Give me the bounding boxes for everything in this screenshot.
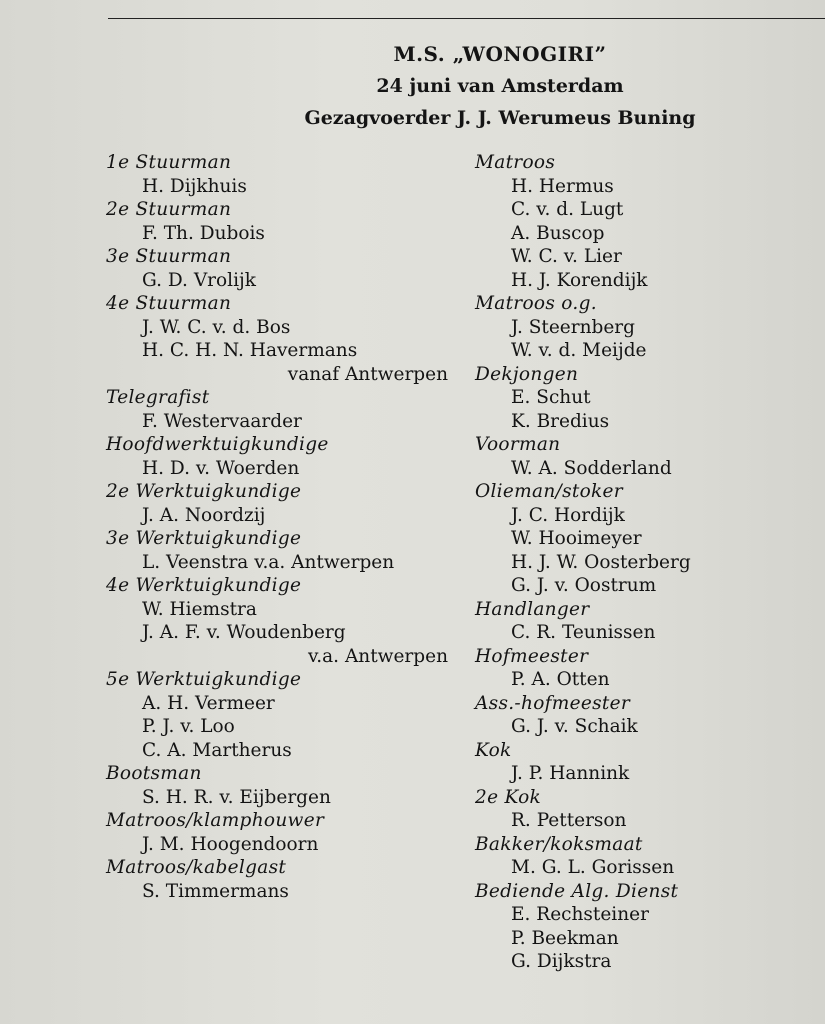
crew-name: H. J. W. Oosterberg: [511, 551, 691, 573]
crew-group: [475, 151, 820, 292]
crew-name: P. J. v. Loo: [142, 716, 235, 737]
role-heading: Handlanger: [475, 598, 590, 620]
crew-name: K. Bredius: [511, 410, 610, 432]
role-heading: Telegrafist: [106, 387, 210, 408]
role-heading: Ass.-hofmeester: [475, 692, 631, 714]
role-heading: Dekjongen: [475, 363, 579, 385]
role-heading: 1e Stuurman: [106, 152, 232, 173]
crew-group: [106, 433, 466, 480]
crew-name: C. v. d. Lugt: [511, 199, 624, 220]
crew-name: H. J. Korendijk: [511, 269, 648, 291]
crew-note: vanaf Antwerpen: [287, 363, 448, 385]
crew-name: J. Steernberg: [511, 316, 635, 338]
role-heading: 5e Werktuigkundige: [106, 669, 302, 690]
crew-group: [475, 692, 820, 739]
crew-name: P. A. Otten: [511, 669, 610, 690]
role-heading: Olieman/stoker: [475, 481, 623, 502]
crew-name: W. C. v. Lier: [511, 246, 622, 267]
role-heading: Kok: [475, 739, 512, 761]
crew-group: [475, 433, 820, 480]
crew-group: [106, 856, 466, 903]
role-heading: Matroos/klamphouwer: [106, 810, 325, 831]
crew-name: W. A. Sodderland: [511, 457, 672, 479]
role-heading: Hoofdwerktuigkundige: [106, 434, 329, 455]
crew-group: [475, 739, 820, 786]
crew-name: S. H. R. v. Eijbergen: [142, 786, 331, 808]
crew-group: [106, 762, 466, 809]
crew-name: E. Rechsteiner: [511, 904, 649, 925]
role-heading: 4e Stuurman: [106, 293, 232, 314]
crew-name: J. P. Hannink: [511, 763, 630, 784]
crew-group: [106, 574, 466, 668]
header: [230, 38, 770, 134]
departure-line: 24 juni van Amsterdam: [376, 75, 624, 97]
crew-group: [106, 292, 466, 386]
crew-name: C. A. Martherus: [142, 739, 292, 761]
role-heading: Bootsman: [106, 763, 202, 784]
crew-name: S. Timmermans: [142, 880, 289, 902]
crew-name: W. v. d. Meijde: [511, 340, 647, 361]
role-heading: 4e Werktuigkundige: [106, 575, 302, 596]
crew-name: F. Westervaarder: [142, 410, 302, 432]
crew-group: [475, 292, 820, 363]
crew-name: G. Dijkstra: [511, 951, 612, 972]
role-heading: Matroos: [475, 152, 556, 173]
ship-title: M.S. „WONOGIRI”: [393, 42, 607, 66]
role-heading: 3e Werktuigkundige: [106, 528, 302, 549]
crew-group: [106, 245, 466, 292]
crew-name: W. Hiemstra: [142, 598, 257, 620]
role-heading: Matroos o.g.: [475, 293, 597, 314]
right-crew-column: [475, 151, 820, 974]
crew-group: [106, 480, 466, 527]
crew-group: [106, 527, 466, 574]
crew-name: E. Schut: [511, 387, 591, 408]
crew-name: H. C. H. N. Havermans: [142, 340, 358, 361]
role-heading: 2e Werktuigkundige: [106, 481, 302, 502]
crew-name: J. W. C. v. d. Bos: [142, 316, 291, 338]
crew-group: [475, 880, 820, 974]
crew-name: J. M. Hoogendoorn: [142, 833, 319, 855]
crew-group: [475, 833, 820, 880]
crew-group: [106, 198, 466, 245]
crew-name: H. Dijkhuis: [142, 175, 247, 197]
crew-note: v.a. Antwerpen: [308, 645, 448, 667]
crew-group: [106, 668, 466, 762]
crew-group: [106, 386, 466, 433]
crew-name: R. Petterson: [511, 810, 627, 831]
crew-name: P. Beekman: [511, 927, 619, 949]
role-heading: 3e Stuurman: [106, 246, 232, 267]
crew-name: M. G. L. Gorissen: [511, 857, 675, 878]
role-heading: Voorman: [475, 434, 561, 455]
captain-line: Gezagvoerder J. J. Werumeus Buning: [304, 107, 696, 129]
left-crew-column: [106, 151, 466, 903]
top-rule: [108, 18, 825, 19]
role-heading: Bediende Alg. Dienst: [475, 880, 679, 902]
crew-name: J. A. F. v. Woudenberg: [142, 622, 346, 643]
crew-group: [106, 151, 466, 198]
crew-group: [475, 786, 820, 833]
crew-group: [475, 645, 820, 692]
crew-name: G. J. v. Oostrum: [511, 575, 657, 596]
crew-name: C. R. Teunissen: [511, 622, 656, 643]
crew-group: [475, 598, 820, 645]
crew-name: W. Hooimeyer: [511, 528, 642, 549]
crew-name: H. Hermus: [511, 175, 614, 197]
crew-group: [475, 480, 820, 598]
role-heading: 2e Kok: [475, 786, 542, 808]
role-heading: Bakker/koksmaat: [475, 833, 643, 855]
crew-name: A. H. Vermeer: [142, 692, 275, 714]
crew-name: A. Buscop: [511, 222, 605, 244]
crew-name: F. Th. Dubois: [142, 222, 265, 244]
role-heading: Hofmeester: [475, 645, 589, 667]
crew-name: L. Veenstra v.a. Antwerpen: [142, 551, 395, 573]
crew-name: G. J. v. Schaik: [511, 716, 638, 737]
crew-name: G. D. Vrolijk: [142, 269, 256, 291]
crew-name: J. C. Hordijk: [511, 504, 625, 526]
crew-group: [106, 809, 466, 856]
role-heading: 2e Stuurman: [106, 199, 232, 220]
crew-name: J. A. Noordzij: [142, 504, 266, 526]
crew-name: H. D. v. Woerden: [142, 457, 300, 479]
crew-group: [475, 363, 820, 434]
role-heading: Matroos/kabelgast: [106, 857, 287, 878]
